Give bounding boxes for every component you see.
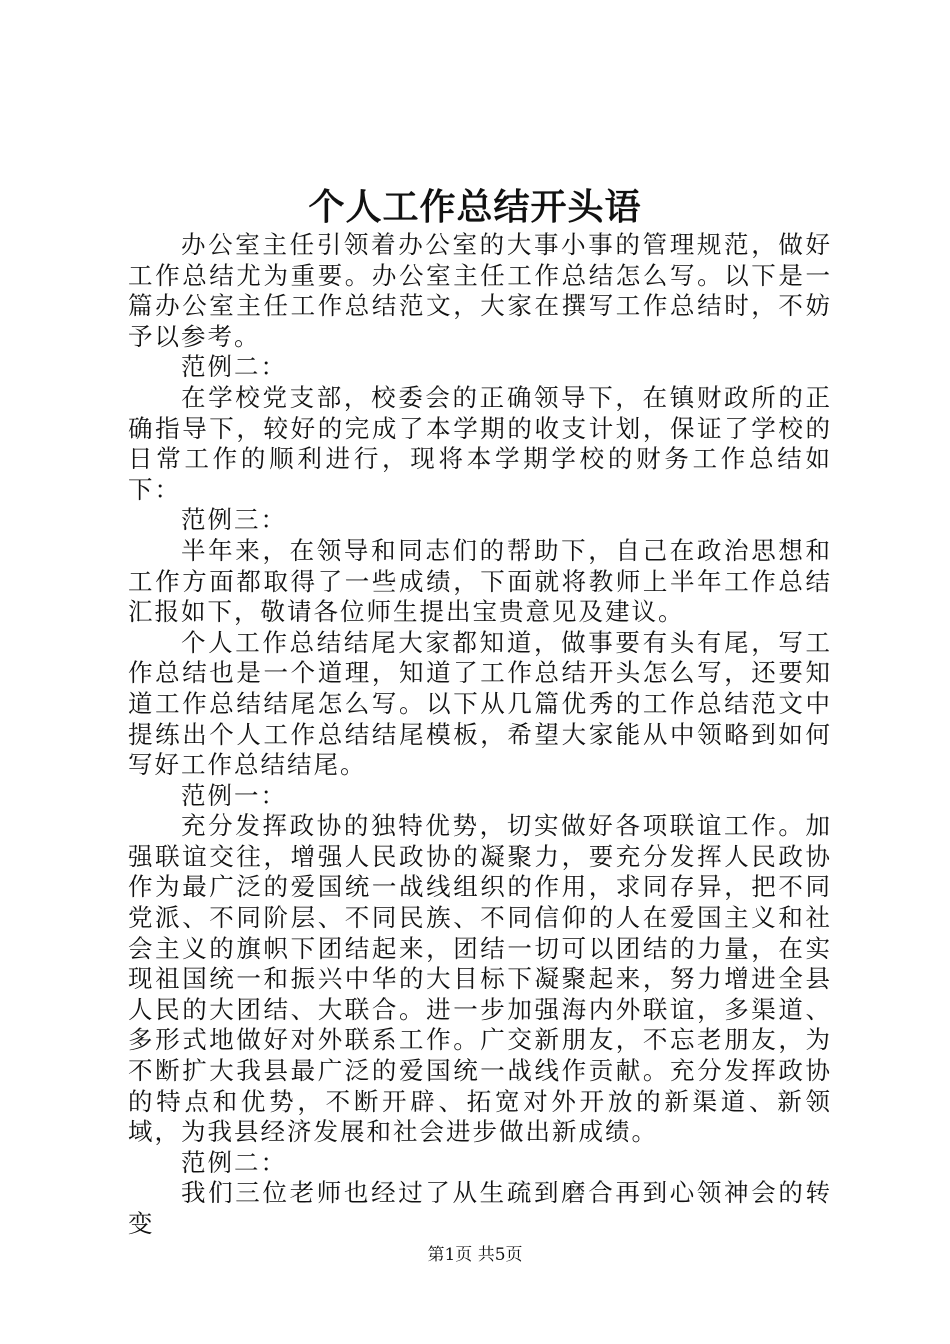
- paragraph: 半年来，在领导和同志们的帮助下，自己在政治思想和工作方面都取得了一些成绩，下面就将教师上半年工作总结汇报如下，敬请各位师生提出宝贵意见及建议。: [128, 535, 832, 627]
- page-footer: 第1页 共5页: [427, 1245, 523, 1265]
- example-label: 范例二：: [181, 1147, 287, 1177]
- document-body: [128, 230, 832, 1240]
- example-label: 范例三：: [181, 505, 287, 535]
- paragraph: 个人工作总结结尾大家都知道，做事要有头有尾，写工作总结也是一个道理，知道了工作总结开头怎么写，还要知道工作总结结尾怎么写。以下从几篇优秀的工作总结范文中提练出个人工作总结结尾模板，希望大家能从中领略到如何写好工作总结结尾。: [128, 627, 832, 780]
- paragraph: 办公室主任引领着办公室的大事小事的管理规范，做好工作总结尤为重要。办公室主任工作总结怎么写。以下是一篇办公室主任工作总结范文，大家在撰写工作总结时，不妨予以参考。: [128, 230, 832, 351]
- paragraph: 我们三位老师也经过了从生疏到磨合再到心领神会的转变: [128, 1178, 832, 1238]
- paragraph: 充分发挥政协的独特优势，切实做好各项联谊工作。加强联谊交往，增强人民政协的凝聚力，要充分发挥人民政协作为最广泛的爱国统一战线组织的作用，求同存异，把不同党派、不同阶层、不同民族、不同信仰的人在爱国主义和社会主义的旗帜下团结起来，团结一切可以团结的力量，在实现祖国统一和振兴中华的大目标下凝聚起来，努力增进全县人民的大团结、大联合。进一步加强海内外联谊，多渠道、多形式地做好对外联系工作。广交新朋友，不忘老朋友，为不断扩大我县最广泛的爱国统一战线作贡献。充分发挥政协的特点和优势，不断开辟、拓宽对外开放的新渠道、新领域，为我县经济发展和社会进步做出新成绩。: [128, 811, 832, 1147]
- example-label: 范例二：: [181, 352, 287, 382]
- example-label: 范例一：: [181, 780, 287, 810]
- document-title: 个人工作总结开头语: [308, 186, 642, 228]
- paragraph: 在学校党支部，校委会的正确领导下，在镇财政所的正确指导下，较好的完成了本学期的收支计划，保证了学校的日常工作的顺利进行，现将本学期学校的财务工作总结如下：: [128, 382, 832, 504]
